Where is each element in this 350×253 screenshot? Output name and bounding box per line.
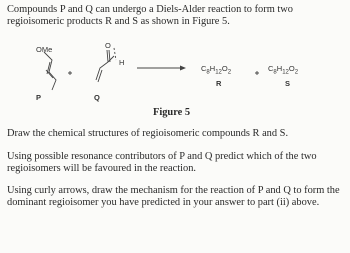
intro-paragraph: Compounds P and Q can undergo a Diels-Alder reaction to form two regioisomeric products R and S as shown in Figure 5. <box>7 4 293 27</box>
question-2: Using possible resonance contributors of P and Q predict which of the two regioisomers will be favoured in the reaction. <box>7 151 317 174</box>
question-1: Draw the chemical structures of regioisomeric compounds R and S. <box>7 128 289 139</box>
carbonyl-oxygen-label: O <box>105 41 111 50</box>
compound-q-label: Q <box>94 93 100 102</box>
plus-sign <box>255 71 259 75</box>
product-s-formula: $C_8H_{12}O_2$ <box>268 64 299 76</box>
methoxy-label: OMe <box>36 45 53 54</box>
plus-sign <box>68 71 72 75</box>
compound-p-label: P <box>36 93 42 102</box>
compound-s-label: S <box>285 79 291 88</box>
question-3: Using curly arrows, draw the mechanism for the reaction of P and Q to form the dominant regioisomer you have predicted in your answer to part (ii) above. <box>7 185 340 208</box>
dashed-mark <box>114 48 116 60</box>
carbonyl-bond <box>107 50 108 62</box>
arrow-head <box>180 66 186 71</box>
carbonyl-bond-2 <box>109 50 110 62</box>
product-r-formula: $C_8H_{12}O_2$ <box>201 64 232 76</box>
compound-r-label: R <box>216 79 222 88</box>
aldehyde-h-label: H <box>119 58 125 67</box>
figure-caption: Figure 5 <box>153 107 191 118</box>
enal-backbone <box>96 56 114 80</box>
diene-backbone <box>44 52 56 90</box>
